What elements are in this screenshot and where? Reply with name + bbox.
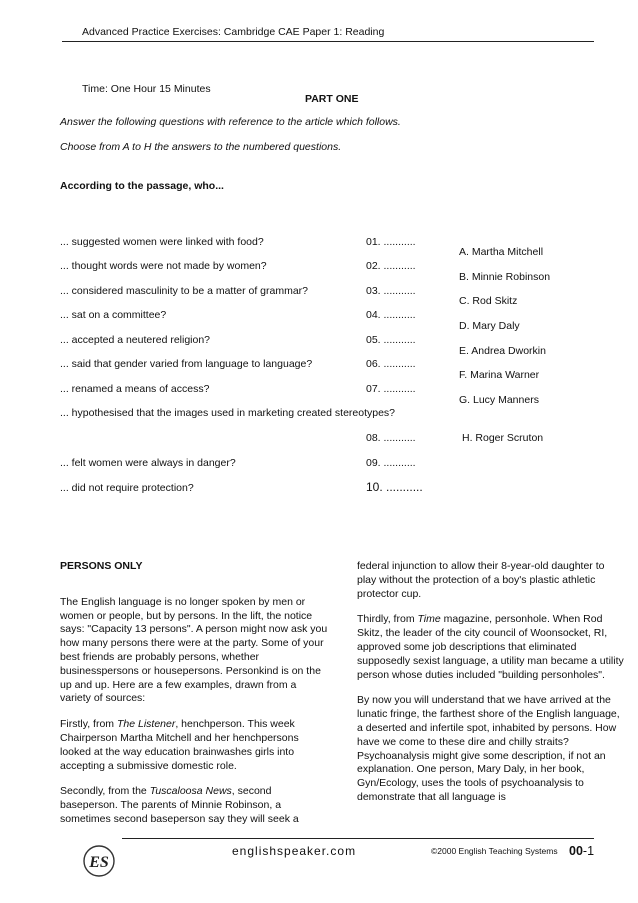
option-h: H. Roger Scruton [462, 432, 544, 444]
page-number-prefix: 00 [569, 844, 583, 858]
source-title: Time [417, 613, 441, 626]
footer-site[interactable]: englishspeaker.com [232, 844, 357, 858]
question-08: ... hypothesised that the images used in marketing created stereotypes? [60, 407, 396, 419]
answer-blank-08[interactable]: 08. ........... [366, 432, 416, 444]
article-paragraph-1: The English language is no longer spoken by men or women or people, but by persons. In the lift, the notice says: "Capacity 13 persons". A person might now ask you how many persons there were at the party. Some of your best friends are probably persons, whether businesspersons or housepersons. Personkind is on the up and up. Here are a few examples, drawn from a variety of sources: [60, 595, 328, 705]
page-number [569, 844, 594, 858]
question-04: ... sat on a committee? [60, 309, 167, 321]
option-e: E. Andrea Dworkin [459, 345, 546, 357]
answer-blank-03[interactable]: 03. ........... [366, 285, 416, 297]
source-title: Tuscaloosa News [149, 785, 232, 798]
article-paragraph-4: federal injunction to allow their 8-year-old daughter to play without the protection of a boy's plastic athletic protector cup. [357, 560, 605, 600]
time-label: Time: One Hour 15 Minutes [82, 83, 211, 95]
text-fragment: , second baseperson. The parents of Minnie Robinson, a sometimes second baseperson say they will seek a [60, 785, 299, 825]
according-heading: According to the passage, who... [60, 180, 224, 192]
answer-blank-01[interactable]: 01. ........... [366, 236, 416, 248]
part-title: PART ONE [305, 93, 359, 105]
option-g: G. Lucy Manners [459, 394, 539, 406]
article-title: PERSONS ONLY [60, 560, 143, 572]
question-03: ... considered masculinity to be a matter of grammar? [60, 285, 309, 297]
footer-copyright: ©2000 English Teaching Systems [431, 846, 558, 856]
answer-blank-07[interactable]: 07. ........... [366, 383, 416, 395]
question-01: ... suggested women were linked with food? [60, 236, 264, 248]
header-rule [62, 41, 594, 42]
text-fragment: Secondly, from the [60, 785, 150, 798]
header-title: Advanced Practice Exercises: Cambridge CAE Paper 1: Reading [82, 26, 385, 38]
question-07: ... renamed a means of access? [60, 383, 210, 395]
question-06: ... said that gender varied from language to language? [60, 358, 313, 370]
option-b: B. Minnie Robinson [459, 271, 551, 283]
question-05: ... accepted a neutered religion? [60, 334, 211, 346]
source-title: The Listener [116, 718, 176, 731]
option-a: A. Martha Mitchell [459, 246, 544, 258]
answer-blank-05[interactable]: 05. ........... [366, 334, 416, 346]
footer-rule [122, 838, 594, 839]
article-paragraph-2 [60, 718, 328, 773]
answer-blank-06[interactable]: 06. ........... [366, 358, 416, 370]
logo-text: ES [89, 854, 109, 871]
text-fragment: Thirdly, from [357, 613, 418, 626]
question-10: ... did not require protection? [60, 482, 194, 494]
instruction-1: Answer the following questions with reference to the article which follows. [60, 116, 401, 128]
article-paragraph-6: By now you will understand that we have arrived at the lunatic fringe, the farthest shore of the English language, a deserted and infertile spot, inhabited by persons. How have we come to these dire and chilly straits? Psychoanalysis might give some description, if not an explanation. One person, Mary Daly, in her book, Gyn/Ecology, uses the tools of psychoanalysis to demonstrate that all language is [357, 694, 620, 803]
text-fragment: Firstly, from [60, 718, 117, 731]
option-f: F. Marina Warner [459, 369, 540, 381]
option-c: C. Rod Skitz [459, 295, 518, 307]
question-02: ... thought words were not made by women? [60, 260, 267, 272]
article-column-right [357, 560, 625, 817]
page-number-suffix: -1 [582, 844, 595, 858]
answer-blank-04[interactable]: 04. ........... [366, 309, 416, 321]
article-paragraph-5 [357, 613, 625, 682]
text-fragment: magazine, personhole. When Rod Skitz, the leader of the city council of Woonsocket, RI, approved some job descriptions that eliminated supposedly sexist language, a utility man became a utility person whose duties included "building personholes". [357, 613, 624, 681]
answer-blank-02[interactable]: 02. ........... [366, 260, 416, 272]
question-09: ... felt women were always in danger? [60, 457, 236, 469]
article-paragraph-3 [60, 785, 328, 826]
answer-blank-10[interactable]: 10. ........... [366, 480, 423, 494]
es-logo-icon [82, 844, 116, 878]
instruction-2: Choose from A to H the answers to the numbered questions. [60, 141, 342, 153]
answer-blank-09[interactable]: 09. ........... [366, 457, 416, 469]
article-column-left [60, 560, 328, 839]
text-fragment: , henchperson. This week Chairperson Martha Mitchell and her henchpersons looked at the way education brainwashes girls into accepting a submissive domestic role. [60, 718, 299, 772]
option-d: D. Mary Daly [459, 320, 520, 332]
